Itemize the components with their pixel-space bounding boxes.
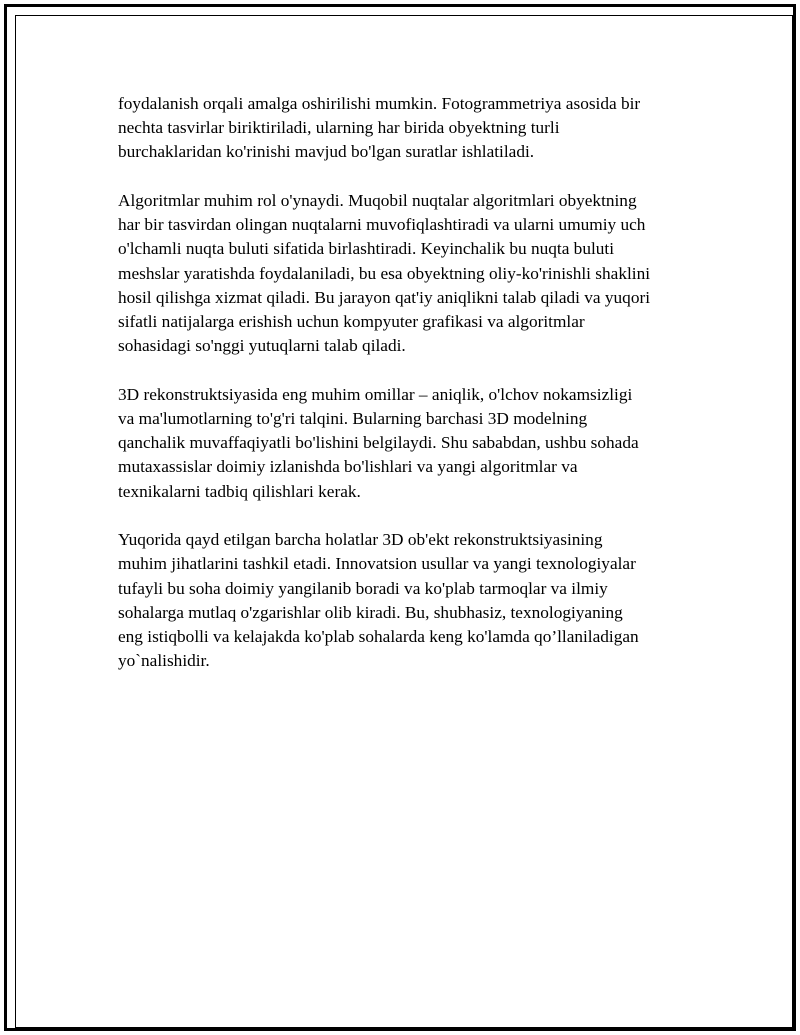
text-line: hosil qilishga xizmat qiladi. Bu jarayon qat'iy aniqlikni talab qiladi va yuqori bbox=[118, 287, 651, 307]
text-line: qanchalik muvaffaqiyatli bo'lishini belgilaydi. Shu sababdan, ushbu sohada bbox=[118, 433, 639, 453]
text-line: har bir tasvirdan olingan nuqtalarni muvofiqlashtiradi va ularni umumiy uch bbox=[118, 215, 646, 235]
text-line: burchaklaridan ko'rinishi mavjud bo'lgan suratlar ishlatiladi. bbox=[118, 142, 535, 162]
document-body bbox=[118, 92, 698, 698]
text-line: eng istiqbolli va kelajakda ko'plab sohalarda keng ko'lamda qo’llaniladigan bbox=[118, 627, 639, 647]
paragraph-key-factors bbox=[118, 383, 698, 504]
paragraph-conclusion bbox=[118, 528, 698, 673]
paragraph-algorithms bbox=[118, 189, 698, 358]
text-line: yo`nalishidir. bbox=[118, 651, 210, 671]
text-line: sohalarga mutlaq o'zgarishlar olib kiradi. Bu, shubhasiz, texnologiyaning bbox=[118, 602, 623, 622]
text-line: mutaxassislar doimiy izlanishda bo'lishlari va yangi algoritmlar va bbox=[118, 457, 578, 477]
text-line: sifatli natijalarga erishish uchun kompyuter grafikasi va algoritmlar bbox=[118, 312, 585, 332]
text-line: texnikalarni tadbiq qilishlari kerak. bbox=[118, 481, 361, 501]
text-line: tufayli bu soha doimiy yangilanib boradi va ko'plab tarmoqlar va ilmiy bbox=[118, 578, 608, 598]
text-line: 3D rekonstruktsiyasida eng muhim omillar – aniqlik, o'lchov nokamsizligi bbox=[118, 384, 633, 404]
text-line: Yuqorida qayd etilgan barcha holatlar 3D ob'ekt rekonstruktsiyasining bbox=[118, 530, 603, 550]
text-line: meshslar yaratishda foydalaniladi, bu esa obyektning oliy-ko'rinishli shaklini bbox=[118, 263, 651, 283]
text-line: Algoritmlar muhim rol o'ynaydi. Muqobil nuqtalar algoritmlari obyektning bbox=[118, 191, 637, 210]
text-line: o'lchamli nuqta buluti sifatida birlashtiradi. Keyinchalik bu nuqta buluti bbox=[118, 239, 615, 259]
text-line: va ma'lumotlarning to'g'ri talqini. Bularning barchasi 3D modelning bbox=[118, 409, 588, 429]
paragraph-photogrammetry bbox=[118, 92, 698, 165]
text-line: sohasidagi so'nggi yutuqlarni talab qiladi. bbox=[118, 336, 406, 356]
text-line: nechta tasvirlar biriktiriladi, ularning har birida obyektning turli bbox=[118, 118, 560, 138]
text-line: muhim jihatlarini tashkil etadi. Innovatsion usullar va yangi texnologiyalar bbox=[118, 554, 636, 574]
text-line: foydalanish orqali amalga oshirilishi mumkin. Fotogrammetriya asosida bir bbox=[118, 94, 641, 113]
